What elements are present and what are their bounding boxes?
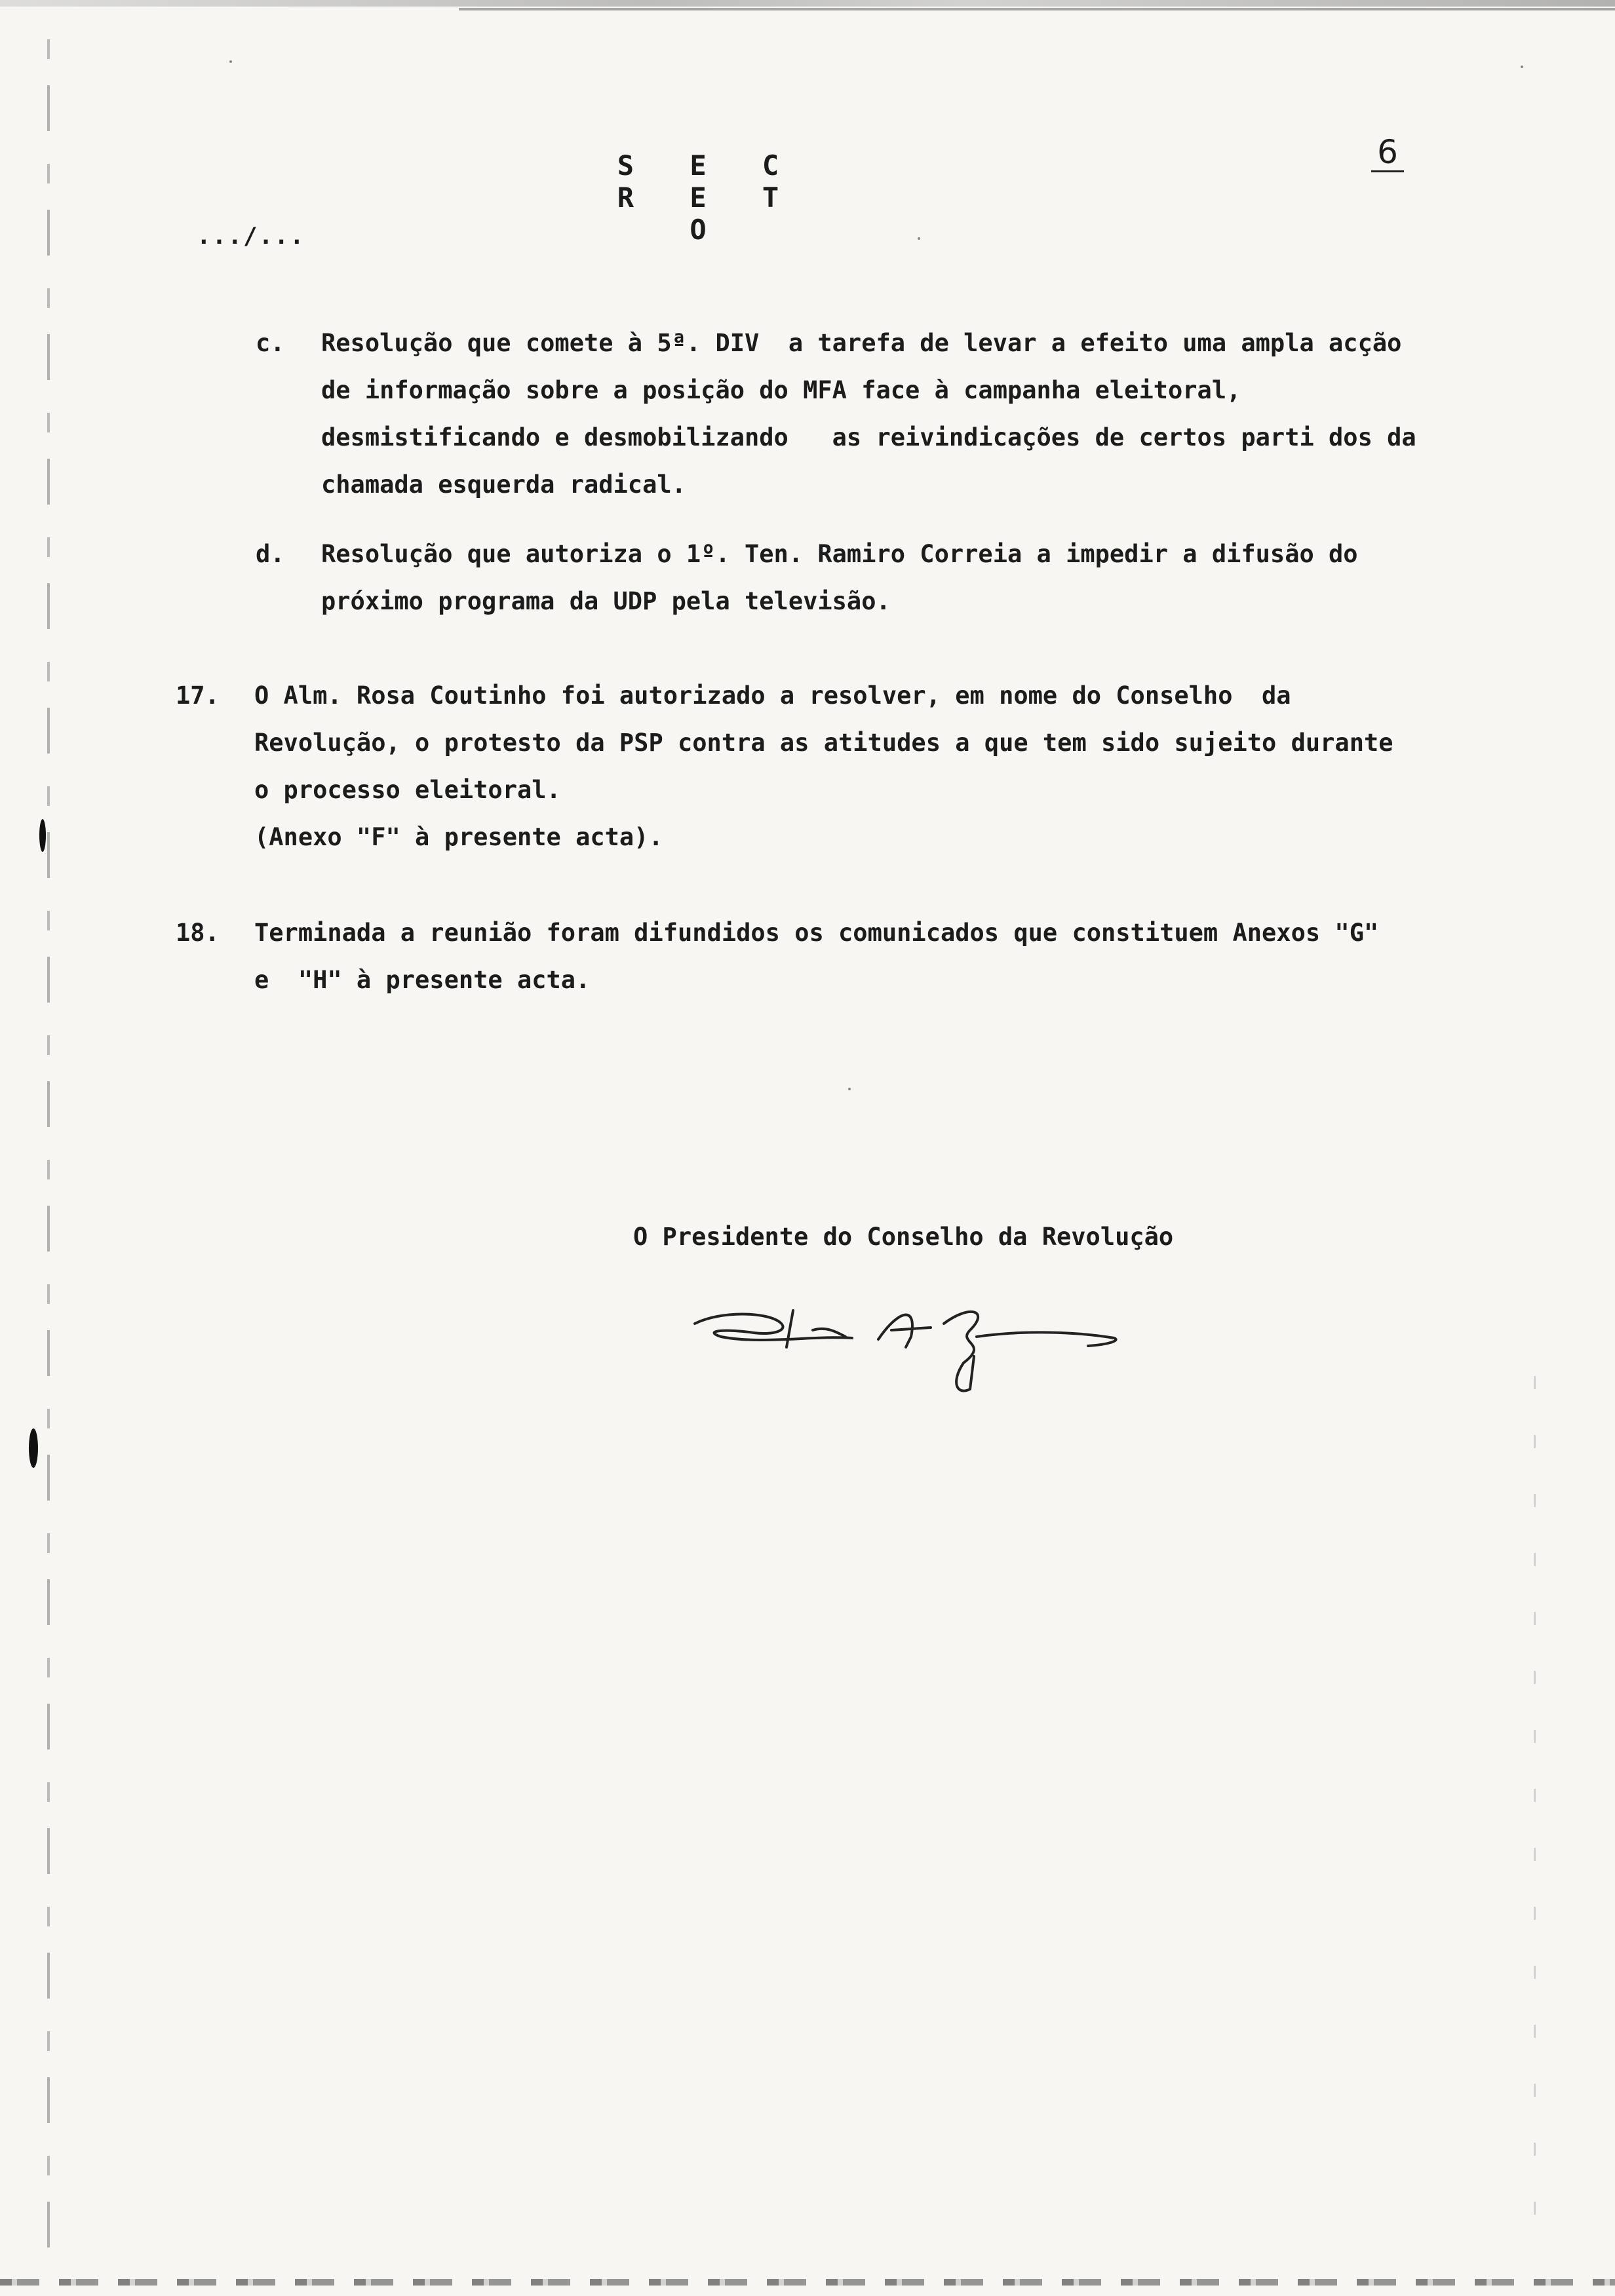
scan-speck bbox=[229, 60, 232, 63]
item-text: Resolução que autoriza o 1º. Ten. Ramiro Correia a impedir a difusão do próximo programa da UDP pela televisão. bbox=[321, 540, 1372, 615]
item-marker: d. bbox=[256, 540, 285, 568]
handwritten-signature bbox=[682, 1284, 1127, 1402]
continuation-mark: .../... bbox=[197, 223, 305, 250]
section-number: 18. bbox=[176, 919, 220, 947]
page-number: 6 bbox=[1371, 134, 1404, 172]
item-text: Resolução que comete à 5ª. DIV a tarefa de levar a efeito uma ampla acção de informação sobre a posição do MFA face à campanha eleitoral, desmistificando e desmobilizando as reivindicações de certos parti dos da chamada esquerda radical. bbox=[321, 329, 1431, 499]
signature-caption: O Presidente do Conselho da Revolução bbox=[633, 1223, 1174, 1251]
scan-edge-top bbox=[0, 0, 1615, 7]
scan-edge-right bbox=[1534, 1376, 1536, 2261]
scan-speck bbox=[918, 237, 920, 240]
section-number: 17. bbox=[176, 681, 220, 710]
scan-edge-bottom bbox=[0, 2279, 1615, 2286]
section-text: Terminada a reunião foram difundidos os comunicados que constituem Anexos "G" e "H" à presente acta. bbox=[254, 919, 1408, 994]
scan-mark bbox=[39, 819, 46, 852]
scan-speck bbox=[848, 1088, 851, 1090]
scan-mark bbox=[29, 1428, 38, 1468]
section-text: O Alm. Rosa Coutinho foi autorizado a resolver, em nome do Conselho da Revolução, o protesto da PSP contra as atitudes a que tem sido sujeito durante o processo eleitoral. (Anexo "F" à presente acta). bbox=[254, 681, 1393, 851]
scan-speck bbox=[1521, 66, 1523, 68]
scan-edge-top-line bbox=[459, 8, 1615, 10]
item-marker: c. bbox=[256, 329, 285, 357]
scan-edge-left bbox=[47, 39, 50, 2254]
classification-heading: S E C R E T O bbox=[617, 149, 799, 246]
